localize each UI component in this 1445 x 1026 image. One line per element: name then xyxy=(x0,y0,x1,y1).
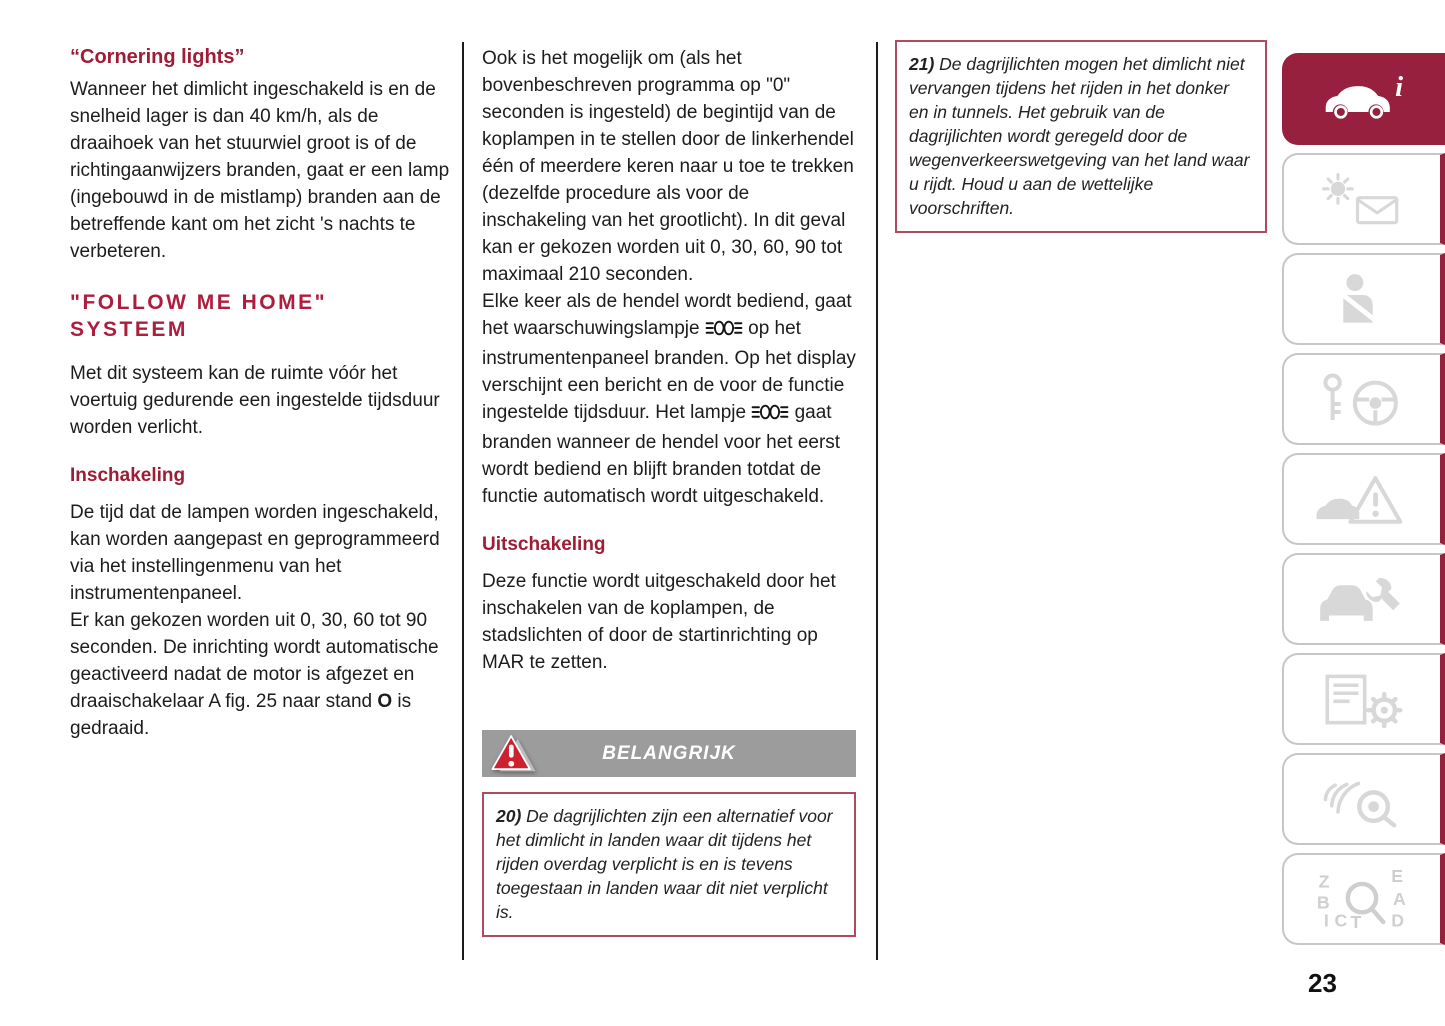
follow-me-home-indicator-icon xyxy=(705,318,743,345)
svg-text:B: B xyxy=(1316,892,1330,913)
text-segment: op het instrumentenpaneel branden. Op het display verschijnt een bericht en de voor de functie ingestelde tijdsduur. Het lampje xyxy=(482,318,856,423)
banner-label: BELANGRIJK xyxy=(602,743,736,764)
sidebar-tab-technical-data[interactable] xyxy=(1282,653,1445,745)
paragraph-timing: Ook is het mogelijk om (als het bovenbeschreven programma op "0" seconden is ingesteld) de begintijd van de koplampen in te stellen door de linkerhendel één of meerdere keren naar u toe te trekken (dezelfde procedure als voor de inschakeling van het grootlicht). In dit geval kan er gekozen worden uit 0, 30, 60, 90 tot maximaal 210 seconden. xyxy=(482,48,854,285)
column-left xyxy=(70,45,462,742)
heading-cornering-lights: “Cornering lights” xyxy=(70,46,245,68)
car-wrench-icon xyxy=(1313,571,1411,628)
note-20-text: De dagrijlichten zijn een alternatief voor het dimlicht in landen waar dit tijdens het rijden overdag verplicht is en is tevens toegestaan in landen waar dit niet verplicht is. xyxy=(496,806,833,922)
position-o-label: O xyxy=(377,691,393,712)
paragraph-inschakeling-1: De tijd dat de lampen worden ingeschakeld, kan worden aangepast en geprogrammeerd via het instellingenmenu van het instrumentenpaneel. xyxy=(70,502,440,604)
sidebar-tab-warning-lights[interactable] xyxy=(1282,153,1445,245)
key-steering-wheel-icon xyxy=(1313,371,1411,428)
sidebar-tab-emergency[interactable] xyxy=(1282,453,1445,545)
sidebar-tab-index[interactable] xyxy=(1282,853,1445,945)
note-21-text: De dagrijlichten mogen het dimlicht niet vervangen tijdens het rijden in het donker en in tunnels. Het gebruik van de dagrijlichten wordt geregeld door de wegenverkeerswetgeving van het land waar u rijdt. Houd u aan de wettelijke voorschriften. xyxy=(909,54,1250,218)
heading-uitschakeling: Uitschakeling xyxy=(482,534,606,555)
svg-text:A: A xyxy=(1393,889,1406,910)
text-segment: is gedraaid. xyxy=(70,691,412,739)
note-20 xyxy=(482,792,856,937)
important-banner xyxy=(482,730,856,777)
svg-text:D: D xyxy=(1391,910,1405,930)
sidebar-tab-safety[interactable] xyxy=(1282,253,1445,345)
warning-triangle-icon xyxy=(491,733,537,783)
svg-text:i: i xyxy=(1394,71,1403,103)
paragraph-indicator-lamp xyxy=(482,288,856,510)
svg-text:C: C xyxy=(1334,910,1348,930)
svg-text:Z: Z xyxy=(1318,871,1330,892)
warning-light-envelope-icon xyxy=(1313,171,1411,228)
sidebar-tab-vehicle-overview[interactable] xyxy=(1282,53,1445,145)
spec-sheet-gear-icon xyxy=(1313,671,1411,728)
note-21-number: 21) xyxy=(909,54,935,74)
svg-text:E: E xyxy=(1391,868,1404,887)
note-20-number: 20) xyxy=(496,806,522,826)
svg-text:T: T xyxy=(1350,912,1362,930)
sidebar-tab-starting-driving[interactable] xyxy=(1282,353,1445,445)
column-right xyxy=(895,40,1267,233)
sidebar-tab-servicing[interactable] xyxy=(1282,553,1445,645)
paragraph-cornering-lights: Wanneer het dimlicht ingeschakeld is en de snelheid lager is dan 40 km/h, als de draaihoek van het stuurwiel groot is of de richtingaanwijzers branden, gaat er een lamp (ingebouwd in de mistlamp) branden aan de betreffende kant om het zicht 's nachts te verbeteren. xyxy=(70,79,450,262)
sound-navigation-icon xyxy=(1313,771,1411,828)
svg-text:I: I xyxy=(1323,910,1329,930)
heading-follow-me-home: "FOLLOW ME HOME" SYSTEEM xyxy=(70,291,328,341)
index-letters-magnifier-icon xyxy=(1313,868,1411,930)
text-segment: Er kan gekozen worden uit 0, 30, 60 tot 90 seconden. De inrichting wordt automatische geactiveerd nadat de motor is afgezet en draaischakelaar A fig. 25 naar stand xyxy=(70,610,439,712)
car-info-icon xyxy=(1315,71,1413,128)
heading-inschakeling: Inschakeling xyxy=(70,465,186,486)
warning-triangle-car-icon xyxy=(1313,471,1411,528)
text-segment: Elke keer als de hendel wordt bediend, gaat het waarschuwingslampje xyxy=(482,291,852,339)
note-21 xyxy=(895,40,1267,233)
column-middle xyxy=(482,45,856,937)
paragraph-follow-me-home: Met dit systeem kan de ruimte vóór het voertuig gedurende een ingestelde tijdsduur worden verlicht. xyxy=(70,363,440,438)
text-segment: gaat branden wanneer de hendel voor het eerst wordt bediend en blijft branden totdat de functie automatisch wordt uitgeschakeld. xyxy=(482,402,841,507)
paragraph-inschakeling-2 xyxy=(70,607,462,742)
column-divider xyxy=(876,42,878,960)
follow-me-home-indicator-icon xyxy=(751,402,789,429)
page-number: 23 xyxy=(1308,968,1337,998)
sidebar-tab-multimedia[interactable] xyxy=(1282,753,1445,845)
column-divider xyxy=(462,42,464,960)
seatbelt-occupant-icon xyxy=(1313,271,1411,328)
section-tab-bar xyxy=(1282,53,1445,953)
paragraph-uitschakeling: Deze functie wordt uitgeschakeld door het inschakelen van de koplampen, de stadslichten of door de startinrichting op MAR te zetten. xyxy=(482,571,836,673)
